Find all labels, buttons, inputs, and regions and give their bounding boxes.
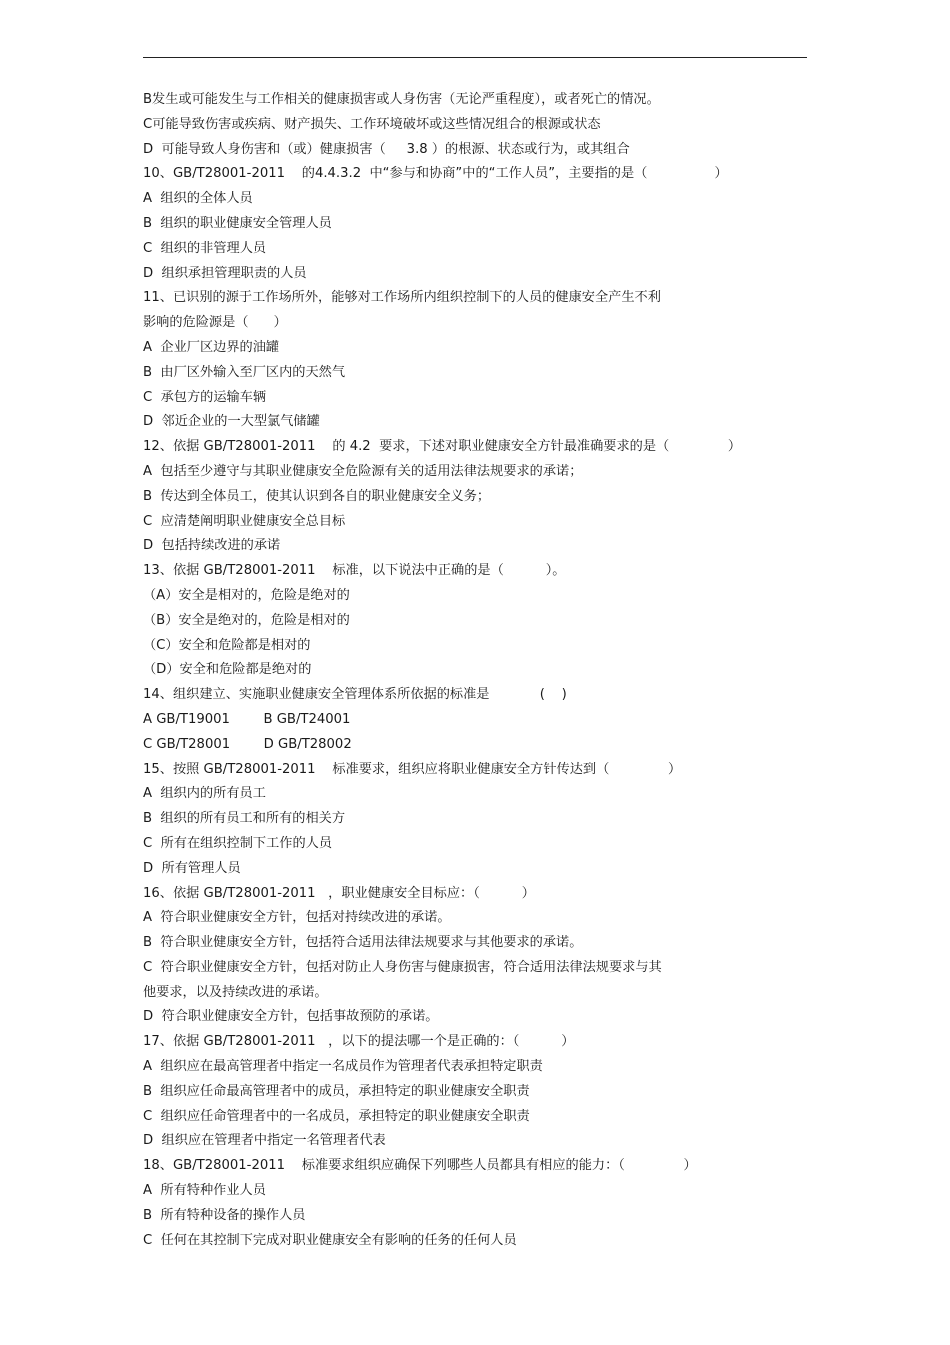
option-d: D 邻近企业的一大型氯气储罐 [143,414,320,430]
option-a: A 所有特种作业人员 [143,1183,266,1199]
option-b: B 组织应任命最高管理者中的成员，承担特定的职业健康安全职责 [143,1083,530,1099]
question-14: 14、组织建立、实施职业健康安全管理体系所依据的标准是 ( ) [143,687,567,703]
option-b: B 符合职业健康安全方针，包括符合适用法律法规要求与其他要求的承诺。 [143,935,583,951]
option-d: D 所有管理人员 [143,860,241,876]
document-body [143,88,813,1253]
option-cd: C GB/T28001 D GB/T28002 [143,736,352,752]
text-line: C可能导致伤害或疾病、财产损失、工作环境破坏或这些情况组合的根源或状态 [143,116,601,132]
option-c: C 任何在其控制下完成对职业健康安全有影响的任务的任何人员 [143,1232,517,1248]
option-a: A 企业厂区边界的油罐 [143,339,280,355]
text-line: B发生或可能发生与工作相关的健康损害或人身伤害（无论严重程度），或者死亡的情况。 [143,92,660,107]
question-18: 18、GB/T28001-2011 标准要求组织应确保下列哪些人员都具有相应的能力：（ ） [143,1158,697,1174]
option-d: D 符合职业健康安全方针，包括事故预防的承诺。 [143,1009,439,1025]
option-c: C 符合职业健康安全方针，包括对防止人身伤害与健康损害，符合适用法律法规要求与其 [143,959,662,975]
option-b: B 由厂区外输入至厂区内的天然气 [143,364,346,380]
question-11-cont: 影响的危险源是（ ） [143,315,287,331]
option-c: （C）安全和危险都是相对的 [143,637,311,653]
question-15: 15、按照 GB/T28001-2011 标准要求，组织应将职业健康安全方针传达到（ ） [143,761,682,777]
option-c: C 所有在组织控制下工作的人员 [143,835,333,851]
option-c: C 应清楚阐明职业健康安全总目标 [143,513,346,529]
question-10: 10、GB/T28001-2011 的4.4.3.2 中“参与和协商”中的“工作人员”，主要指的是（ ） [143,166,728,182]
option-a: A 符合职业健康安全方针，包括对持续改进的承诺。 [143,910,451,926]
question-16: 16、依据 GB/T28001-2011 ，职业健康安全目标应：（ ） [143,885,535,901]
option-c: C 组织应任命管理者中的一名成员，承担特定的职业健康安全职责 [143,1108,530,1124]
option-b: B 组织的职业健康安全管理人员 [143,215,332,231]
option-c: C 组织的非管理人员 [143,240,267,256]
option-a: A 组织内的所有员工 [143,786,266,802]
option-b: B 所有特种设备的操作人员 [143,1207,306,1223]
question-12: 12、依据 GB/T28001-2011 的 4.2 要求，下述对职业健康安全方针最准确要求的是（ ） [143,439,742,455]
question-13: 13、依据 GB/T28001-2011 标准，以下说法中正确的是（ ）。 [143,563,566,579]
option-a: A 组织应在最高管理者中指定一名成员作为管理者代表承担特定职责 [143,1059,543,1075]
option-a: A 组织的全体人员 [143,191,253,207]
question-17: 17、依据 GB/T28001-2011 ，以下的提法哪一个是正确的：（ ） [143,1034,575,1050]
option-d: （D）安全和危险都是绝对的 [143,662,312,678]
option-c: C 承包方的运输车辆 [143,389,267,405]
option-d: D 组织承担管理职责的人员 [143,265,307,281]
option-d: D 包括持续改进的承诺 [143,538,281,554]
option-c-cont: 他要求，以及持续改进的承诺。 [143,984,328,1000]
option-a: （A）安全是相对的，危险是绝对的 [143,587,350,603]
option-b: （B）安全是绝对的，危险是相对的 [143,612,350,628]
header-rule [143,57,807,58]
option-d: D 组织应在管理者中指定一名管理者代表 [143,1133,386,1149]
option-b: B 组织的所有员工和所有的相关方 [143,811,346,827]
option-a: A 包括至少遵守与其职业健康安全危险源有关的适用法律法规要求的承诺； [143,463,583,479]
option-b: B 传达到全体员工，使其认识到各自的职业健康安全义务； [143,488,491,504]
option-ab: A GB/T19001 B GB/T24001 [143,711,351,727]
text-line: D 可能导致人身伤害和（或）健康损害（ 3.8 ）的根源、状态或行为，或其组合 [143,141,630,157]
question-11: 11、已识别的源于工作场所外，能够对工作场所内组织控制下的人员的健康安全产生不利 [143,290,661,306]
